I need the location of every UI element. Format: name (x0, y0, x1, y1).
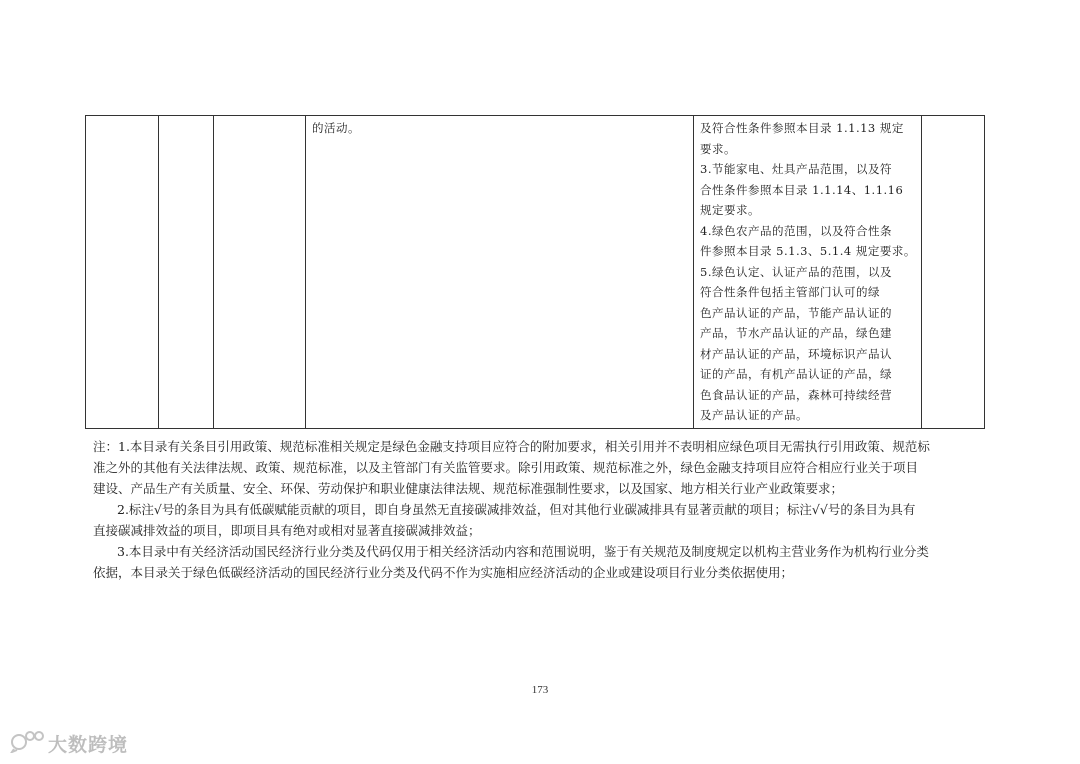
table-row (86, 116, 985, 429)
note-3-line-1: 3.本目录中有关经济活动国民经济行业分类及代码仅用于相关经济活动内容和范围说明，鉴于有关规范及制度规定以机构主营业务作为机构行业分类 (117, 544, 929, 559)
watermark (10, 728, 128, 758)
note-2-line-2: 直接碳减排效益的项目，即项目具有绝对或相对显著直接碳减排效益； (93, 523, 481, 538)
note-1-line-1: 注：1.本目录有关条目引用政策、规范标准相关规定是绿色金融支持项目应符合的附加要求，相关引用并不表明相应绿色项目无需执行引用政策、规范标 (93, 439, 930, 454)
table-cell-col1 (86, 116, 159, 429)
requirement-line: 材产品认证的产品，环境标识产品认 (700, 346, 892, 361)
table-cell-col2 (159, 116, 214, 429)
footnotes (93, 436, 993, 583)
requirement-line: 符合性条件包括主管部门认可的绿 (700, 285, 880, 299)
note-3-line-2: 依据，本目录关于绿色低碳经济活动的国民经济行业分类及代码不作为实施相应经济活动的企业或建设项目行业分类依据使用； (93, 565, 794, 580)
requirement-line: 及产品认证的产品。 (700, 408, 808, 422)
note-1-line-2: 准之外的其他有关法律法规、政策、规范标准，以及主管部门有关监管要求。除引用政策、规范标准之外，绿色金融支持项目应符合相应行业关于项目 (93, 460, 919, 475)
requirement-line: 合性条件参照本目录 1.1.14、1.1.16 (700, 182, 904, 197)
note-1-line-3: 建设、产品生产有关质量、安全、环保、劳动保护和职业健康法律法规、规范标准强制性要求，以及国家、地方相关行业产业政策要求； (93, 481, 844, 496)
requirement-line: 色产品认证的产品，节能产品认证的 (700, 305, 892, 320)
directory-table (85, 115, 985, 429)
bubble-logo-icon (10, 729, 48, 758)
page-number: 173 (531, 684, 549, 696)
table-cell-requirements (694, 116, 922, 429)
requirement-line: 要求。 (700, 141, 736, 156)
table-cell-last (922, 116, 985, 429)
table-cell-col3 (214, 116, 306, 429)
requirement-line: 5.绿色认定、认证产品的范围，以及 (700, 264, 892, 279)
note-2-line-1: 2.标注√号的条目为具有低碳赋能贡献的项目，即自身虽然无直接碳减排效益，但对其他行业碳减排具有显著贡献的项目；标注√√号的条目为具有 (117, 502, 916, 517)
requirement-line: 规定要求。 (700, 203, 760, 217)
requirement-line: 证的产品，有机产品认证的产品，绿 (700, 367, 892, 381)
requirement-line: 及符合性条件参照本目录 1.1.13 规定 (700, 121, 904, 135)
watermark-text: 大数跨境 (48, 733, 129, 756)
requirement-line: 3.节能家电、灶具产品范围，以及符 (700, 162, 892, 176)
requirement-line: 产品，节水产品认证的产品，绿色建 (700, 326, 892, 340)
requirement-line: 色食品认证的产品，森林可持续经营 (700, 387, 892, 402)
requirement-line: 4.绿色农产品的范围，以及符合性条 (700, 223, 892, 238)
table-cell-activity (306, 116, 694, 429)
requirement-line: 件参照本目录 5.1.3、5.1.4 规定要求。 (700, 244, 916, 258)
activity-text: 的活动。 (312, 121, 360, 135)
